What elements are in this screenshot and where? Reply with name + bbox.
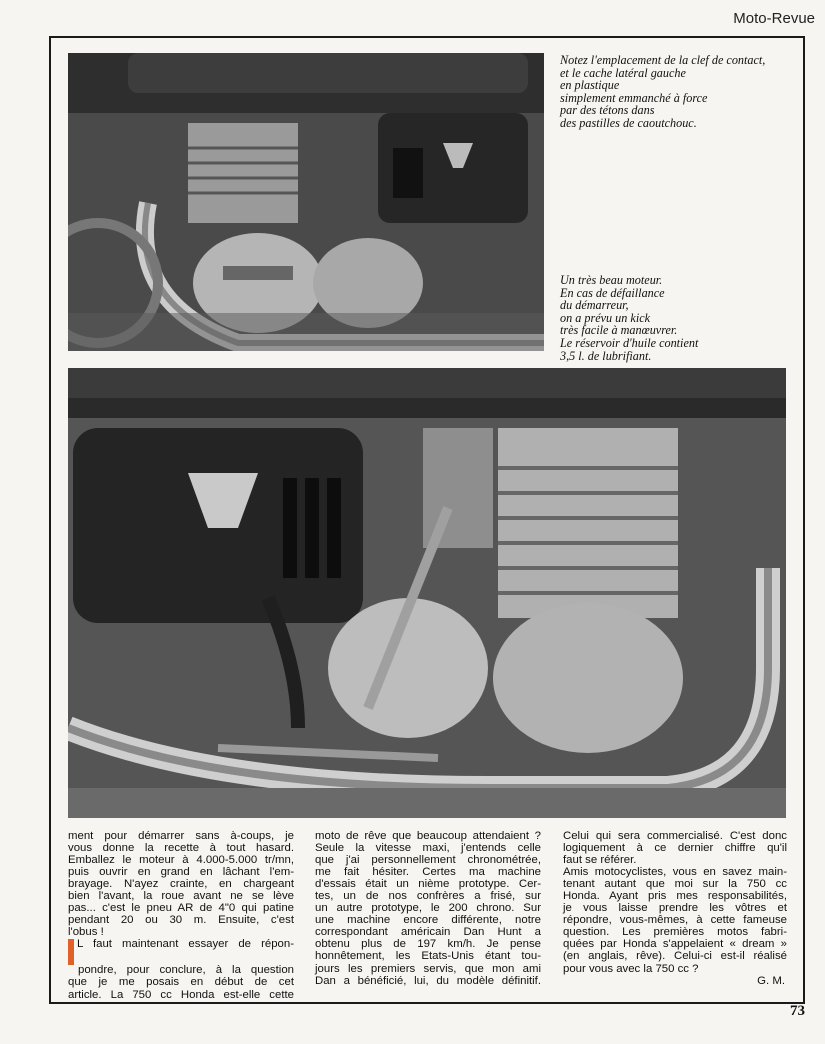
- caption-line: des pastilles de caoutchouc.: [560, 115, 697, 130]
- text-line: bien l'avant, la roue avant ne se lève: [68, 890, 294, 903]
- engine-photo-bottom: [68, 368, 786, 818]
- text-line: un autre prototype, le 200 chrono. Sur: [315, 902, 541, 915]
- text-line: je vous laisse prendre les vôtres et: [563, 902, 787, 915]
- text-line: brayage. N'ayez crainte, en chargeant: [68, 878, 294, 891]
- text-column-1: [68, 830, 294, 1001]
- text-column-3: [563, 830, 787, 987]
- caption-line: simplement emmanché à force: [560, 90, 708, 105]
- caption-line: Le réservoir d'huile contient: [560, 335, 699, 350]
- text-line: l'obus !: [68, 926, 104, 939]
- text-line: Emballez le moteur à 4.000-5.000 tr/mn,: [68, 854, 294, 867]
- text-line: Amis motocyclistes, vous en savez main-: [563, 866, 787, 879]
- motorcycle-engine-photo-icon: [68, 53, 544, 351]
- magazine-section-header: Moto-Revue: [733, 10, 815, 27]
- photo-caption-bottom: [560, 274, 790, 362]
- author-signature: G. M.: [757, 974, 785, 987]
- text-line: pendant 20 ou 30 m. Ensuite, c'est: [68, 914, 294, 927]
- text-line: Honda. Ayant pris mes responsabilités,: [563, 890, 787, 903]
- caption-line: Un très beau moteur.: [560, 273, 663, 287]
- text-line: tenant autant que moi sur la 750 cc: [563, 878, 787, 891]
- caption-line: très facile à manœuvrer.: [560, 323, 678, 338]
- photo-caption-top: [560, 54, 790, 130]
- text-line: tes, un de nos confrères a frisé, sur: [315, 890, 541, 903]
- text-line: que j'ai personnellement chronométrée,: [315, 854, 541, 867]
- text-line: correspondant américain Dan Hunt a: [315, 926, 541, 939]
- text-column-2: [315, 830, 541, 987]
- text-line: quées par Honda s'appelaient « dream »: [563, 938, 787, 951]
- text-line: vous donne la recette à tout hasard.: [68, 842, 294, 855]
- text-line: logiquement à ce dernier chiffre qu'il: [563, 842, 787, 855]
- text-line: honnêtement, les Etats-Unis étant tou-: [315, 950, 541, 963]
- caption-line: Notez l'emplacement de la clef de contact,: [560, 53, 766, 67]
- text-line: faut se référer.: [563, 854, 637, 867]
- text-line: puis ouvrir en grand en lâchant l'em-: [68, 866, 294, 879]
- text-line: répondre, vous-mêmes, à cette fameuse: [563, 914, 787, 927]
- caption-line: en plastique: [560, 78, 620, 93]
- text-line: moto de rêve que beaucoup attendaient ?: [315, 830, 541, 842]
- text-line: pour vous avec la 750 cc ?: [563, 962, 699, 975]
- caption-line: on a prévu un kick: [560, 310, 651, 325]
- text-line: que je me posais en début de cet: [68, 976, 294, 989]
- text-line: Celui qui sera commercialisé. C'est donc: [563, 830, 787, 842]
- engine-photo-top: [68, 53, 544, 351]
- caption-line: 3,5 l. de lubrifiant.: [560, 348, 652, 363]
- text-line: article. La 750 cc Honda est-elle cette: [68, 988, 294, 1001]
- caption-line: En cas de défaillance: [560, 285, 665, 300]
- text-line: une machine encore différente, notre: [315, 914, 541, 927]
- text-line: question. Les premières motos fabri-: [563, 926, 787, 939]
- text-line: pas... c'est le pneu AR de 4"0 qui patine: [68, 902, 294, 915]
- text-line: (en anglais, rêve). Celui-ci est-il réalisé: [563, 950, 787, 963]
- text-line: Dan a bénéficié, lui, du modèle définitif.: [315, 974, 541, 987]
- text-line-dropcap: [68, 938, 294, 964]
- text-line: obtenu plus de 197 km/h. Je pense: [315, 938, 541, 951]
- caption-line: par des tétons dans: [560, 103, 655, 118]
- text-line: me fait hésiter. Certes ma machine: [315, 866, 541, 879]
- text-line: d'essais était un nième prototype. Cer-: [315, 878, 541, 891]
- caption-line: du démarreur,: [560, 298, 629, 313]
- drop-cap-marker: [68, 939, 74, 965]
- text-line: pondre, pour conclure, à la question: [78, 964, 294, 977]
- text-line: ment pour démarrer sans à-coups, je: [68, 830, 294, 842]
- caption-line: et le cache latéral gauche: [560, 65, 686, 80]
- motorcycle-engine-photo-icon: [68, 368, 786, 818]
- text-line: Seule la vitesse maxi, j'entends celle: [315, 842, 541, 855]
- text-fragment: L faut maintenant essayer de répon-: [77, 938, 294, 951]
- page-number: 73: [790, 1003, 805, 1019]
- text-line: jours les premiers servis, que mon ami: [315, 962, 541, 975]
